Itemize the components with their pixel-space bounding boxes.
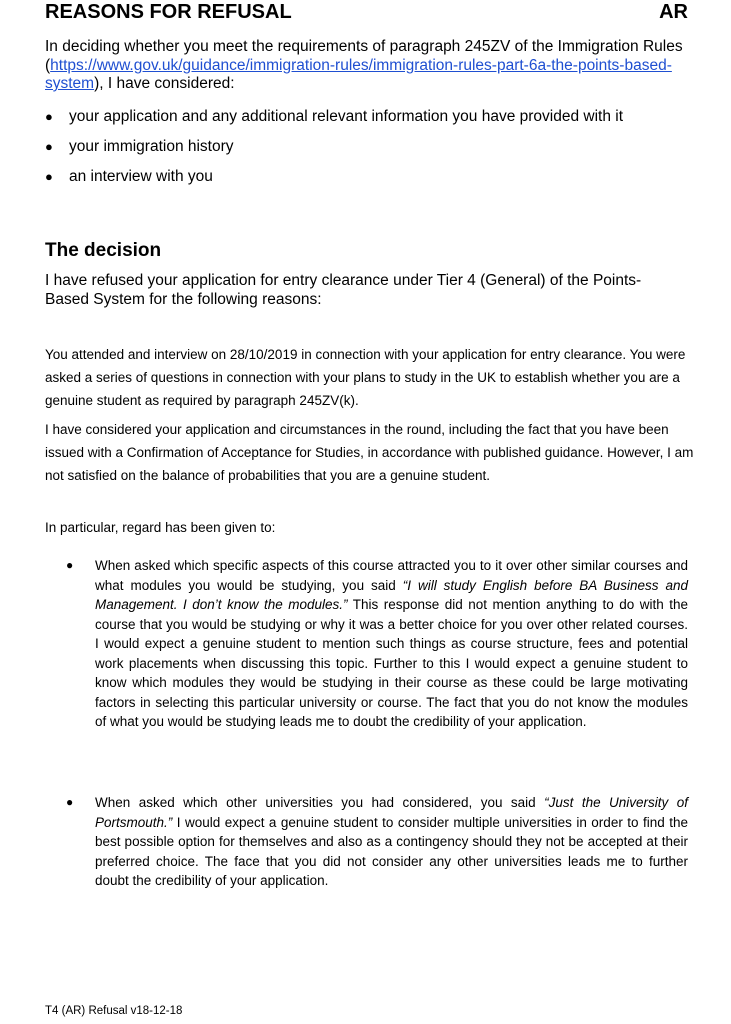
- bullet-icon: ●: [66, 795, 74, 809]
- regard-paragraph: In particular, regard has been given to:: [45, 520, 276, 535]
- reason-text-after: This response did not mention anything to do with the course that you would be studying or why it was a better choice for you over other related courses. I would expect a genuine student to mention such things as course structure, fees and potential work placements when discussing this topic. Further to this I would expect a genuine student to know which modules they would be studying in their course as these could be large motivating factors in selecting this particular university or course. The fact that you do not know the modules of what you would be studying leads me to doubt the credibility of your application.: [95, 597, 689, 729]
- intro-paragraph: [45, 38, 695, 94]
- intro-text-after: ), I have considered:: [94, 75, 235, 92]
- decision-paragraph: I have refused your application for entry clearance under Tier 4 (General) of the Points-Based System for the following reasons:: [45, 272, 642, 308]
- bullet-icon: ●: [66, 558, 74, 572]
- page-header: [45, 0, 688, 26]
- reason-item: [62, 556, 688, 732]
- consideration-paragraph: I have considered your application and circumstances in the round, including the fact that you have been issued with a Confirmation of Acceptance for Studies, in accordance with published guidance. However, I am not satisfied on the balance of probabilities that you are a genuine student.: [45, 422, 694, 483]
- list-item-text: an interview with you: [69, 168, 213, 185]
- bullet-icon: ●: [45, 169, 53, 184]
- decision-heading: The decision: [45, 240, 162, 261]
- reason-text-after: I would expect a genuine student to consider multiple universities in order to find the best possible option for themselves and also as a contingency should they not be accepted at their preferred choice. The face that you did not consider any other universities leads me to further doubt the credibility of your application.: [95, 814, 688, 888]
- immigration-rules-link[interactable]: https://www.gov.uk/guidance/immigration-rules/immigration-rules-part-6a-the-points-based-system: [45, 56, 672, 92]
- list-item: [45, 136, 705, 166]
- reason-quote: “I will study English before BA Business and Management. I don’t know the modules.”: [95, 577, 689, 612]
- bullet-icon: ●: [45, 109, 53, 124]
- reason-text-before: When asked which other universities you had considered, you said: [95, 795, 545, 810]
- page-title: REASONS FOR REFUSAL: [45, 1, 292, 23]
- list-item: [45, 106, 705, 136]
- interview-paragraph: You attended and interview on 28/10/2019 in connection with your application for entry clearance. You were asked a series of questions in connection with your plans to study in the UK to establish whether you are a genuine student as required by paragraph 245ZV(k).: [45, 347, 686, 408]
- list-item-text: your application and any additional relevant information you have provided with it: [69, 108, 624, 125]
- reason-text-before: When asked which specific aspects of this course attracted you to it over other similar courses and what modules you would be studying, you said: [95, 558, 688, 593]
- list-item-text: your immigration history: [69, 138, 234, 155]
- reason-item: [62, 793, 688, 891]
- list-item: [45, 166, 705, 196]
- reason-quote: “Just the University of Portsmouth.”: [95, 795, 688, 830]
- document-code: AR: [659, 1, 688, 23]
- considered-list: [45, 106, 705, 196]
- page-footer: T4 (AR) Refusal v18-12-18: [45, 1005, 183, 1017]
- bullet-icon: ●: [45, 139, 53, 154]
- intro-text-before: In deciding whether you meet the requirements of paragraph 245ZV of the Immigration Rules (: [45, 38, 683, 74]
